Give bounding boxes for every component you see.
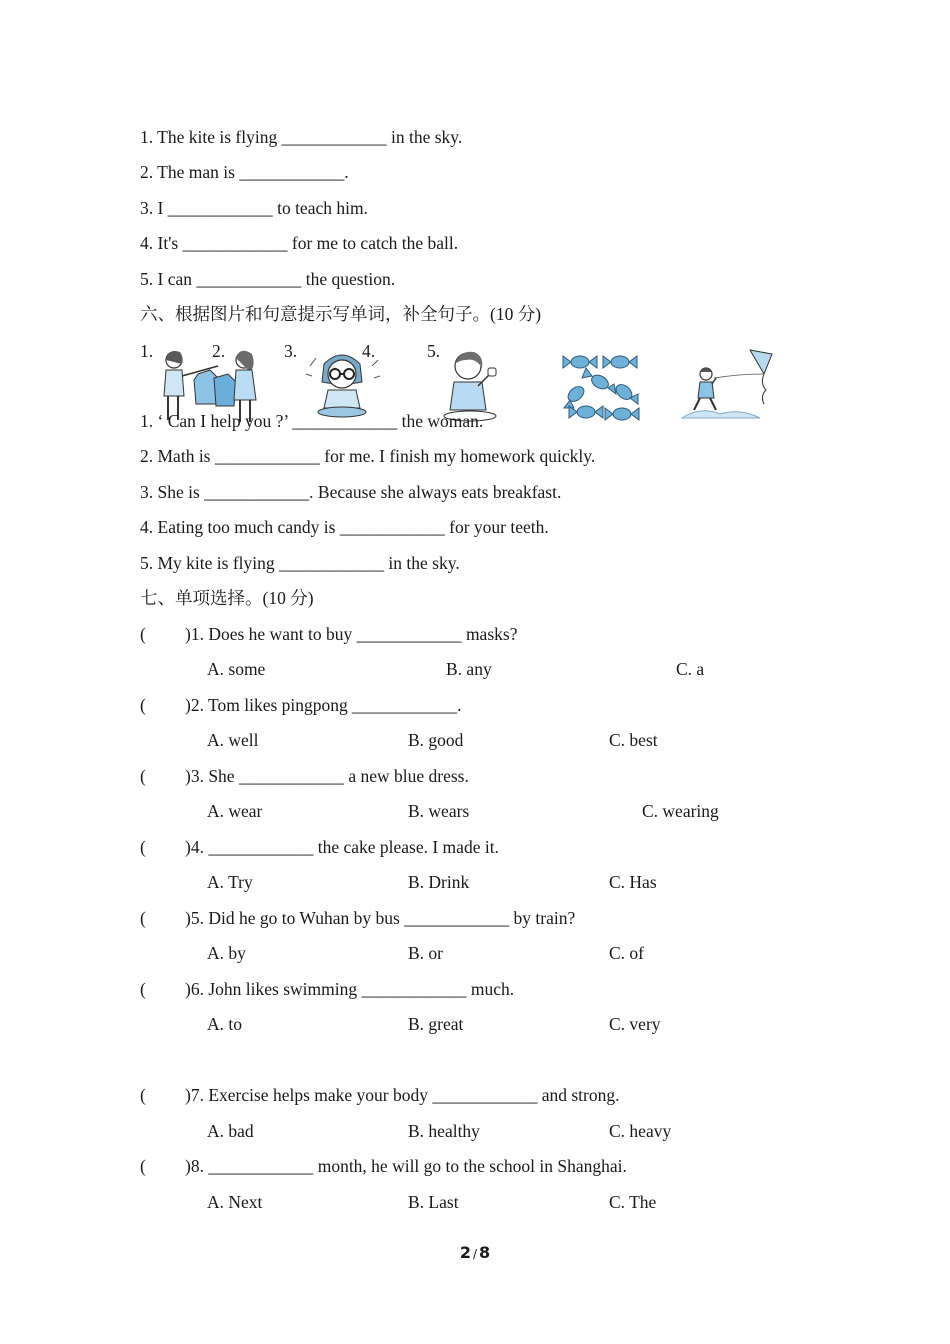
section6-sentence-2: 2. Math is ____________ for me. I finish my homework quickly. (140, 446, 596, 466)
answer-paren-1[interactable]: ( (140, 624, 146, 644)
q5-option-a[interactable]: A. by (207, 943, 246, 963)
q1-option-b[interactable]: B. any (446, 659, 492, 679)
part5-sentence-2: 2. The man is ____________. (140, 162, 349, 182)
answer-paren-4[interactable]: ( (140, 837, 146, 857)
part5-sentence-3: 3. I ____________ to teach him. (140, 198, 368, 218)
q1-option-a[interactable]: A. some (207, 659, 266, 679)
q3-option-b[interactable]: B. wears (408, 801, 470, 821)
question-1: )1. Does he want to buy ____________ masks? (185, 624, 518, 644)
q7-option-a[interactable]: A. bad (207, 1121, 254, 1141)
part5-sentence-5: 5. I can ____________ the question. (140, 269, 396, 289)
current-page: 2 (459, 1243, 471, 1262)
q8-option-c[interactable]: C. The (609, 1192, 657, 1212)
q7-option-b[interactable]: B. healthy (408, 1121, 480, 1141)
q4-option-a[interactable]: A. Try (207, 872, 253, 892)
q3-option-c[interactable]: C. wearing (642, 801, 719, 821)
q6-option-b[interactable]: B. great (408, 1014, 464, 1034)
page-separator: / (472, 1247, 478, 1261)
q7-option-c[interactable]: C. heavy (609, 1121, 672, 1141)
total-pages: 8 (479, 1243, 491, 1262)
section6-sentence-4: 4. Eating too much candy is ____________ for your teeth. (140, 517, 549, 537)
q5-option-b[interactable]: B. or (408, 943, 443, 963)
q3-option-a[interactable]: A. wear (207, 801, 263, 821)
picture-number-1: 1. (140, 341, 154, 361)
q8-option-b[interactable]: B. Last (408, 1192, 459, 1212)
q6-option-c[interactable]: C. very (609, 1014, 661, 1034)
section6-sentence-1: 1. ‘ Can I help you ?’ ____________ the woman. (140, 411, 484, 431)
picture-number-2: 2. (212, 341, 226, 361)
question-4: )4. ____________ the cake please. I made it. (185, 837, 499, 857)
section6-sentence-5: 5. My kite is flying ____________ in the sky. (140, 553, 460, 573)
answer-paren-7[interactable]: ( (140, 1085, 146, 1105)
q2-option-c[interactable]: C. best (609, 730, 658, 750)
section6-heading: 六、根据图片和句意提示写单词，补全句子。(10 分) (140, 304, 542, 324)
question-3: )3. She ____________ a new blue dress. (185, 766, 469, 786)
answer-paren-5[interactable]: ( (140, 908, 146, 928)
part5-sentence-1: 1. The kite is flying ____________ in the sky. (140, 127, 463, 147)
q8-option-a[interactable]: A. Next (207, 1192, 263, 1212)
answer-paren-8[interactable]: ( (140, 1156, 146, 1176)
question-8: )8. ____________ month, he will go to the school in Shanghai. (185, 1156, 627, 1176)
q4-option-c[interactable]: C. Has (609, 872, 657, 892)
part5-sentence-4: 4. It's ____________ for me to catch the ball. (140, 233, 459, 253)
question-2: )2. Tom likes pingpong ____________. (185, 695, 462, 715)
question-5: )5. Did he go to Wuhan by bus ____________ by train? (185, 908, 576, 928)
candy-picture (558, 348, 648, 426)
page-number (0, 1243, 950, 1262)
section7-heading: 七、单项选择。(10 分) (140, 588, 314, 608)
boy-kite-picture (680, 344, 780, 424)
q2-option-b[interactable]: B. good (408, 730, 464, 750)
picture-number-4: 4. (362, 341, 376, 361)
question-6: )6. John likes swimming ____________ much. (185, 979, 515, 999)
q2-option-a[interactable]: A. well (207, 730, 259, 750)
answer-paren-2[interactable]: ( (140, 695, 146, 715)
q1-option-c[interactable]: C. a (676, 659, 705, 679)
q4-option-b[interactable]: B. Drink (408, 872, 470, 892)
picture-number-3: 3. (284, 341, 298, 361)
picture-number-5: 5. (427, 341, 441, 361)
question-7: )7. Exercise helps make your body ____________ and strong. (185, 1085, 620, 1105)
answer-paren-3[interactable]: ( (140, 766, 146, 786)
answer-paren-6[interactable]: ( (140, 979, 146, 999)
q6-option-a[interactable]: A. to (207, 1014, 242, 1034)
section6-sentence-3: 3. She is ____________. Because she always eats breakfast. (140, 482, 562, 502)
q5-option-c[interactable]: C. of (609, 943, 644, 963)
